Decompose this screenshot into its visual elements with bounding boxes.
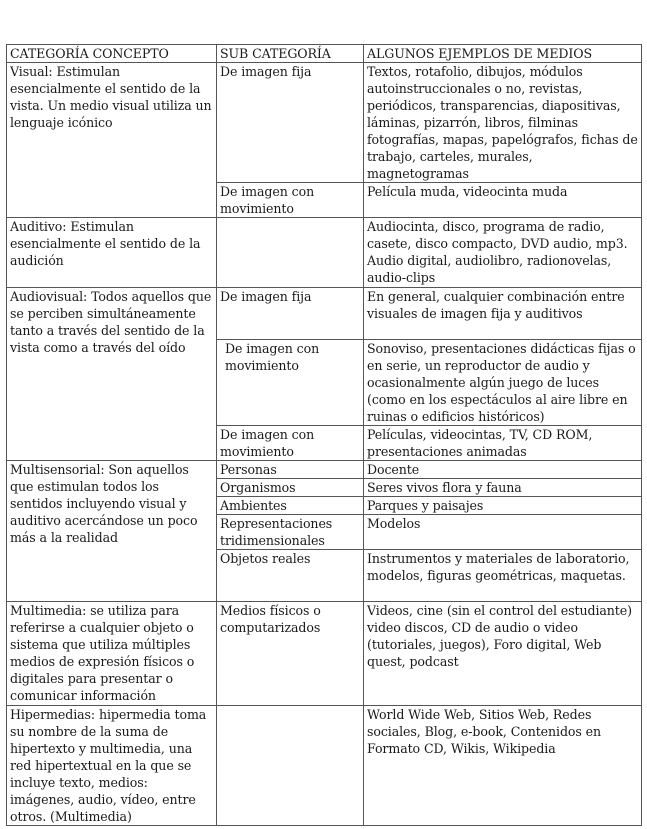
examples-cell: Seres vivos flora y fauna <box>364 479 642 497</box>
header-row <box>7 45 642 63</box>
examples-cell: Parques y paisajes <box>364 497 642 515</box>
examples-cell: Películas, videocintas, TV, CD ROM, presentaciones animadas <box>364 426 642 461</box>
category-cell: Multimedia: se utiliza para referirse a cualquier objeto o sistema que utiliza múltiples medios de expresión físicos o digitales para presentar o comunicar información <box>7 602 217 706</box>
examples-cell: Instrumentos y materiales de laboratorio, modelos, figuras geométricas, maquetas. <box>364 550 642 602</box>
media-table <box>6 44 642 826</box>
category-cell: Hipermedias: hipermedia toma su nombre de la suma de hipertexto y multimedia, una red hipertextual en la que se incluye texto, medios: imágenes, audio, vídeo, entre otros. (Multimedia) <box>7 706 217 826</box>
table-row <box>7 218 642 288</box>
examples-cell: World Wide Web, Sitios Web, Redes sociales, Blog, e-book, Contenidos en Formato CD, Wikis, Wikipedia <box>364 706 642 826</box>
subcategory-cell: De imagen con movimiento <box>217 340 364 426</box>
header-subcategory: SUB CATEGORÍA <box>217 45 364 63</box>
subcategory-cell: Representaciones tridimensionales <box>217 515 364 550</box>
subcategory-cell: Medios físicos o computarizados <box>217 602 364 706</box>
subcategory-cell: De imagen fija <box>217 288 364 340</box>
examples-cell: Textos, rotafolio, dibujos, módulos autoinstruccionales o no, revistas, periódicos, transparencias, diapositivas, láminas, pizarrón, libros, filminas fotografías, mapas, papelógrafos, fichas de trabajo, carteles, murales, magnetogramas <box>364 63 642 183</box>
subcategory-cell: Objetos reales <box>217 550 364 602</box>
examples-cell: Modelos <box>364 515 642 550</box>
examples-cell: Docente <box>364 461 642 479</box>
table-row <box>7 288 642 340</box>
subcategory-cell: De imagen con movimiento <box>217 183 364 218</box>
table-row <box>7 461 642 479</box>
examples-cell: Sonoviso, presentaciones didácticas fijas o en serie, un reproductor de audio y ocasionalmente algún juego de luces (como en los espectáculos al aire libre en ruinas o edificios históricos) <box>364 340 642 426</box>
header-category: CATEGORÍA CONCEPTO <box>7 45 217 63</box>
category-cell: Multisensorial: Son aquellos que estimulan todos los sentidos incluyendo visual y auditivo acercándose un poco más a la realidad <box>7 461 217 602</box>
subcategory-cell: De imagen con movimiento <box>217 426 364 461</box>
examples-cell: Videos, cine (sin el control del estudiante) video discos, CD de audio o video (tutoriales, juegos), Foro digital, Web quest, podcast <box>364 602 642 706</box>
subcategory-cell <box>217 218 364 288</box>
header-examples: ALGUNOS EJEMPLOS DE MEDIOS <box>364 45 642 63</box>
table-row <box>7 63 642 183</box>
category-cell: Audiovisual: Todos aquellos que se perciben simultáneamente tanto a través del sentido de la vista como a través del oído <box>7 288 217 461</box>
category-cell: Auditivo: Estimulan esencialmente el sentido de la audición <box>7 218 217 288</box>
subcategory-cell: De imagen fija <box>217 63 364 183</box>
subcategory-cell: Ambientes <box>217 497 364 515</box>
category-cell: Visual: Estimulan esencialmente el sentido de la vista. Un medio visual utiliza un lenguaje icónico <box>7 63 217 218</box>
subcategory-cell: Organismos <box>217 479 364 497</box>
subcategory-cell: Personas <box>217 461 364 479</box>
examples-cell: Audiocinta, disco, programa de radio, casete, disco compacto, DVD audio, mp3. Audio digital, audiolibro, radionovelas, audio-clips <box>364 218 642 288</box>
subcategory-cell <box>217 706 364 826</box>
table-row <box>7 706 642 826</box>
examples-cell: En general, cualquier combinación entre visuales de imagen fija y auditivos <box>364 288 642 340</box>
table-row <box>7 602 642 706</box>
examples-cell: Película muda, videocinta muda <box>364 183 642 218</box>
